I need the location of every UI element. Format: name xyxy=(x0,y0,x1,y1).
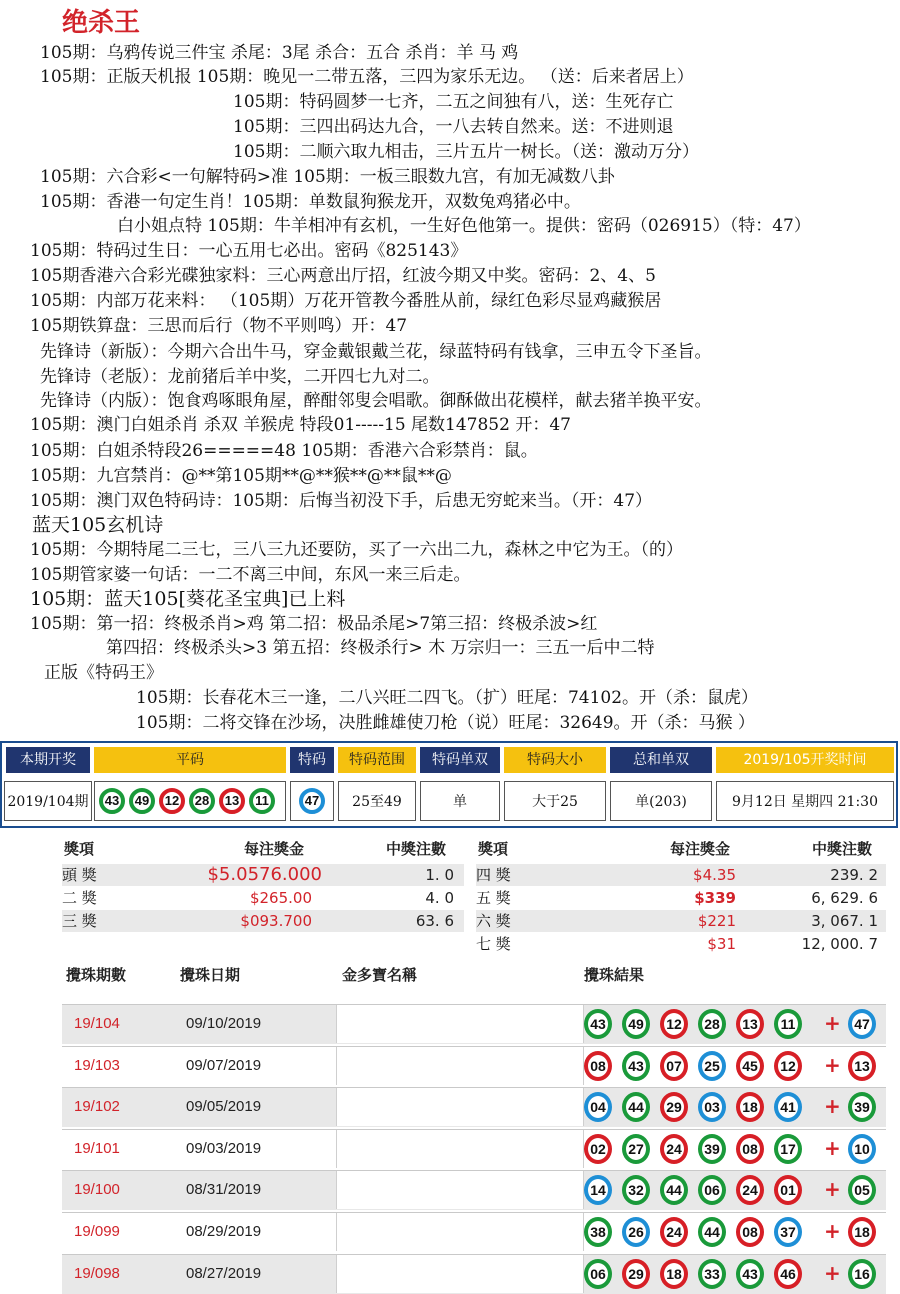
prize-header-item: 獎項 xyxy=(478,840,509,858)
ball: 44 xyxy=(698,1217,726,1247)
history-name-cell xyxy=(336,1255,584,1293)
prize-header-amount: 每注獎金 xyxy=(244,840,305,858)
table-row xyxy=(62,1087,886,1127)
prize-amount: $339 xyxy=(694,889,736,907)
ball: 32 xyxy=(622,1175,650,1205)
history-result xyxy=(584,1255,884,1293)
prize-amount: $5.0576.000 xyxy=(207,864,322,885)
ball: 24 xyxy=(736,1175,764,1205)
text-line: 105期铁算盘：三思而后行（物不平则鸣）开：47 xyxy=(30,316,408,336)
ball: 38 xyxy=(584,1217,612,1247)
history-header-result: 攪珠結果 xyxy=(584,966,645,984)
prize-amount: $221 xyxy=(697,912,736,930)
history-date: 08/31/2019 xyxy=(186,1181,262,1199)
history-date: 08/29/2019 xyxy=(186,1223,262,1240)
header-sum-odd-even: 总和单双 xyxy=(610,747,712,773)
text-line: 105期：乌鸦传说三件宝 杀尾：3尾 杀合：五合 杀肖：羊 马 鸡 xyxy=(40,43,519,63)
next-time-value: 9月12日 星期四 21:30 xyxy=(716,781,894,821)
big-small-value: 大于25 xyxy=(504,781,606,821)
header-odd-even: 特码单双 xyxy=(420,747,500,773)
prize-count: 1. 0 xyxy=(425,866,454,884)
history-header-date: 攪珠日期 xyxy=(180,966,241,984)
ball: 46 xyxy=(774,1259,802,1289)
text-line: 105期：九宫禁肖：@**第105期**@**猴**@**鼠**@ xyxy=(30,466,452,486)
prize-name: 頭 獎 xyxy=(62,866,97,884)
ball: 44 xyxy=(622,1092,650,1122)
ball: 14 xyxy=(584,1175,612,1205)
history-date: 09/07/2019 xyxy=(186,1056,262,1074)
history-name-cell xyxy=(336,1171,584,1209)
text-line: 105期：内部万花来料： （105期）万花开管教今番胜从前，绿红色彩尽显鸡藏猴居 xyxy=(30,291,662,311)
ball: 43 xyxy=(584,1009,612,1039)
prize-amount: $31 xyxy=(707,935,736,953)
history-date: 08/27/2019 xyxy=(186,1264,262,1282)
history-period: 19/103 xyxy=(74,1056,120,1074)
text-line: 105期：三四出码达九合，一八去转自然来。送：不进则退 xyxy=(233,117,674,137)
special-ball-cell xyxy=(290,781,334,821)
prize-amount: $265.00 xyxy=(249,889,312,907)
text-line: 白小姐点特 105期：牛羊相冲有玄机，一生好色他第一。提供：密码（026915）（特：47） xyxy=(117,216,811,236)
text-line: 105期：特码圆梦一七齐，二五之间独有八，送：生死存亡 xyxy=(233,92,674,112)
odd-even-value: 单 xyxy=(420,781,500,821)
ball: 12 xyxy=(660,1009,688,1039)
prize-row xyxy=(476,887,886,909)
special-ball: 10 xyxy=(848,1134,876,1164)
special-ball: 05 xyxy=(848,1175,876,1205)
ball: 26 xyxy=(622,1217,650,1247)
history-date: 09/05/2019 xyxy=(186,1098,262,1116)
prize-name: 五 獎 xyxy=(476,889,511,907)
plus-sign: + xyxy=(824,1177,841,1202)
ball: 25 xyxy=(698,1051,726,1081)
header-normal: 平码 xyxy=(94,747,286,773)
special-ball: 13 xyxy=(848,1051,876,1081)
history-result xyxy=(584,1171,884,1209)
prize-count: 4. 0 xyxy=(425,889,454,907)
history-result xyxy=(584,1213,884,1251)
ball: 04 xyxy=(584,1092,612,1122)
ball: 24 xyxy=(660,1134,688,1164)
header-next-time: 2019/105开奖时间 xyxy=(716,747,894,773)
ball: 17 xyxy=(774,1134,802,1164)
table-row xyxy=(62,1129,886,1169)
plus-sign: + xyxy=(824,1135,841,1160)
plus-sign: + xyxy=(824,1052,841,1077)
prize-row xyxy=(62,910,464,932)
header-current: 本期开奖 xyxy=(6,747,90,773)
ball: 37 xyxy=(774,1217,802,1247)
text-line: 105期：第一招：终极杀肖>鸡 第二招：极品杀尾>7第三招：终极杀波>红 xyxy=(30,614,598,634)
ball: 08 xyxy=(736,1134,764,1164)
ball: 28 xyxy=(698,1009,726,1039)
prize-header-amount: 每注獎金 xyxy=(670,840,731,858)
prize-header-item: 獎項 xyxy=(64,840,95,858)
history-result xyxy=(584,1088,884,1126)
text-line: 105期：今期特尾二三七，三八三九还要防，买了一六出二九，森林之中它为王。（的） xyxy=(30,540,683,560)
history-header-period: 攪珠期數 xyxy=(66,966,127,984)
history-date: 09/03/2019 xyxy=(186,1139,262,1157)
text-line: 先锋诗（内版）：饱食鸡啄眼角屋，醉酣邻叟会唱歌。御酥做出花模样，献去猪羊换平安。 xyxy=(40,391,712,411)
ball: 03 xyxy=(698,1092,726,1122)
special-ball: 18 xyxy=(848,1217,876,1247)
ball: 49 xyxy=(622,1009,650,1039)
table-row xyxy=(62,1170,886,1210)
ball: 45 xyxy=(736,1051,764,1081)
ball: 06 xyxy=(584,1259,612,1289)
page-title: 绝杀王 xyxy=(62,8,141,38)
table-row xyxy=(62,1254,886,1294)
ball: 49 xyxy=(129,788,155,814)
ball: 29 xyxy=(622,1259,650,1289)
table-row xyxy=(62,1212,886,1252)
special-ball: 16 xyxy=(848,1259,876,1289)
prize-count: 3, 067. 1 xyxy=(811,912,878,930)
plus-sign: + xyxy=(824,1011,841,1035)
ball: 12 xyxy=(774,1051,802,1081)
history-period: 19/099 xyxy=(74,1223,120,1240)
history-period: 19/101 xyxy=(74,1139,120,1157)
ball: 11 xyxy=(774,1009,802,1039)
prize-row xyxy=(476,933,886,955)
header-special: 特码 xyxy=(290,747,334,773)
prize-name: 二 獎 xyxy=(62,889,97,907)
text-line: 105期管家婆一句话：一二不离三中间，东风一来三后走。 xyxy=(30,565,471,585)
prize-name: 三 獎 xyxy=(62,912,97,930)
range-value: 25至49 xyxy=(338,781,416,821)
prize-amount: $4.35 xyxy=(693,866,736,884)
history-period: 19/098 xyxy=(74,1264,120,1282)
sum-odd-even-value: 单(203) xyxy=(610,781,712,821)
normal-balls xyxy=(94,781,286,821)
history-period: 19/100 xyxy=(74,1181,120,1199)
ball: 12 xyxy=(159,788,185,814)
header-range: 特码范围 xyxy=(338,747,416,773)
ball: 39 xyxy=(698,1134,726,1164)
ball: 28 xyxy=(189,788,215,814)
text-line: 105期香港六合彩光碟独家料：三心两意出厅招，红波今期又中奖。密码：2、4、5 xyxy=(30,266,656,286)
plus-sign: + xyxy=(824,1260,841,1285)
table-row xyxy=(62,1004,886,1044)
prize-count: 12, 000. 7 xyxy=(801,935,878,953)
history-result xyxy=(584,1047,884,1085)
text-line: 先锋诗（老版）：龙前猪后羊中奖，二开四七九对二。 xyxy=(40,367,440,387)
history-name-cell xyxy=(336,1047,584,1085)
plus-sign: + xyxy=(824,1219,841,1243)
ball: 27 xyxy=(622,1134,650,1164)
prize-row xyxy=(476,910,886,932)
ball: 24 xyxy=(660,1217,688,1247)
draw-result-panel xyxy=(0,741,898,828)
history-result xyxy=(584,1130,884,1168)
prize-row xyxy=(62,864,464,886)
special-ball: 47 xyxy=(299,788,325,814)
prize-count: 6, 629. 6 xyxy=(811,889,878,907)
ball: 08 xyxy=(736,1217,764,1247)
prize-row xyxy=(62,887,464,909)
header-big-small: 特码大小 xyxy=(504,747,606,773)
ball: 13 xyxy=(219,788,245,814)
ball: 41 xyxy=(774,1092,802,1122)
text-line: 正版《特码王》 xyxy=(44,663,163,683)
ball: 43 xyxy=(622,1051,650,1081)
text-line: 105期：正版天机报 105期：晚见一二带五落，三四为家乐无边。 （送：后来者居上） xyxy=(40,67,694,87)
ball: 44 xyxy=(660,1175,688,1205)
ball: 06 xyxy=(698,1175,726,1205)
history-name-cell xyxy=(336,1130,584,1168)
special-ball: 47 xyxy=(848,1009,876,1039)
ball: 43 xyxy=(99,788,125,814)
table-row xyxy=(62,1046,886,1086)
ball: 13 xyxy=(736,1009,764,1039)
text-line: 第四招：终极杀头>3 第五招：终极杀行> 木 万宗归一：三五一后中二特 xyxy=(106,638,655,658)
ball: 18 xyxy=(736,1092,764,1122)
draw-period: 2019/104期 xyxy=(4,781,92,821)
history-name-cell xyxy=(336,1213,584,1251)
text-line: 105期：特码过生日：一心五用七必出。密码《825143》 xyxy=(30,241,468,261)
special-ball: 39 xyxy=(848,1092,876,1122)
text-line: 105期：香港一句定生肖！105期：单数鼠狗猴龙开，双数兔鸡猪必中。 xyxy=(40,192,581,212)
ball: 18 xyxy=(660,1259,688,1289)
ball: 29 xyxy=(660,1092,688,1122)
text-line: 105期：澳门双色特码诗：105期：后悔当初没下手，后患无穷蛇来当。（开：47） xyxy=(30,491,653,511)
prize-header-count: 中獎注數 xyxy=(812,840,873,858)
text-line: 105期：二将交锋在沙场，决胜雌雄使刀枪（说）旺尾：32649。开（杀：马猴 ） xyxy=(136,713,755,733)
text-line: 105期：长春花木三一逢，二八兴旺二四飞。（扩）旺尾：74102。开（杀：鼠虎） xyxy=(136,688,759,708)
prize-name: 四 獎 xyxy=(476,866,511,884)
ball: 08 xyxy=(584,1051,612,1081)
ball: 43 xyxy=(736,1259,764,1289)
prize-amount: $093.700 xyxy=(240,912,312,930)
text-line: 105期：蓝天105[葵花圣宝典]已上料 xyxy=(30,588,346,610)
history-result xyxy=(584,1005,884,1043)
text-line: 先锋诗（新版）：今期六合出牛马，穿金戴银戴兰花，绿蓝特码有钱拿，三申五令下圣旨。 xyxy=(40,342,712,362)
ball: 01 xyxy=(774,1175,802,1205)
text-line: 105期：二顺六取九相击，三片五片一树长。（送：激动万分） xyxy=(233,142,699,162)
history-period: 19/104 xyxy=(74,1015,120,1032)
history-name-cell xyxy=(336,1005,584,1043)
ball: 11 xyxy=(249,788,275,814)
plus-sign: + xyxy=(824,1094,841,1119)
text-line: 105期：白姐杀特段26=====48 105期：香港六合彩禁肖：鼠。 xyxy=(30,441,538,461)
prize-name: 六 獎 xyxy=(476,912,511,930)
history-period: 19/102 xyxy=(74,1098,120,1116)
prize-header-count: 中獎注數 xyxy=(386,840,447,858)
text-line: 105期：六合彩<一句解特码>准 105期：一板三眼数九宫，有加无减数八卦 xyxy=(40,167,615,187)
prize-row xyxy=(476,864,886,886)
prize-count: 239. 2 xyxy=(830,866,878,884)
ball: 33 xyxy=(698,1259,726,1289)
prize-count: 63. 6 xyxy=(415,912,454,930)
history-name-cell xyxy=(336,1088,584,1126)
text-line: 105期：澳门白姐杀肖 杀双 羊猴虎 特段01-----15 尾数147852 开：47 xyxy=(30,415,571,435)
ball: 07 xyxy=(660,1051,688,1081)
ball: 02 xyxy=(584,1134,612,1164)
history-header-name: 金多寶名稱 xyxy=(342,966,418,984)
prize-name: 七 獎 xyxy=(476,935,511,953)
history-date: 09/10/2019 xyxy=(186,1015,262,1032)
text-line: 蓝天105玄机诗 xyxy=(32,514,164,536)
